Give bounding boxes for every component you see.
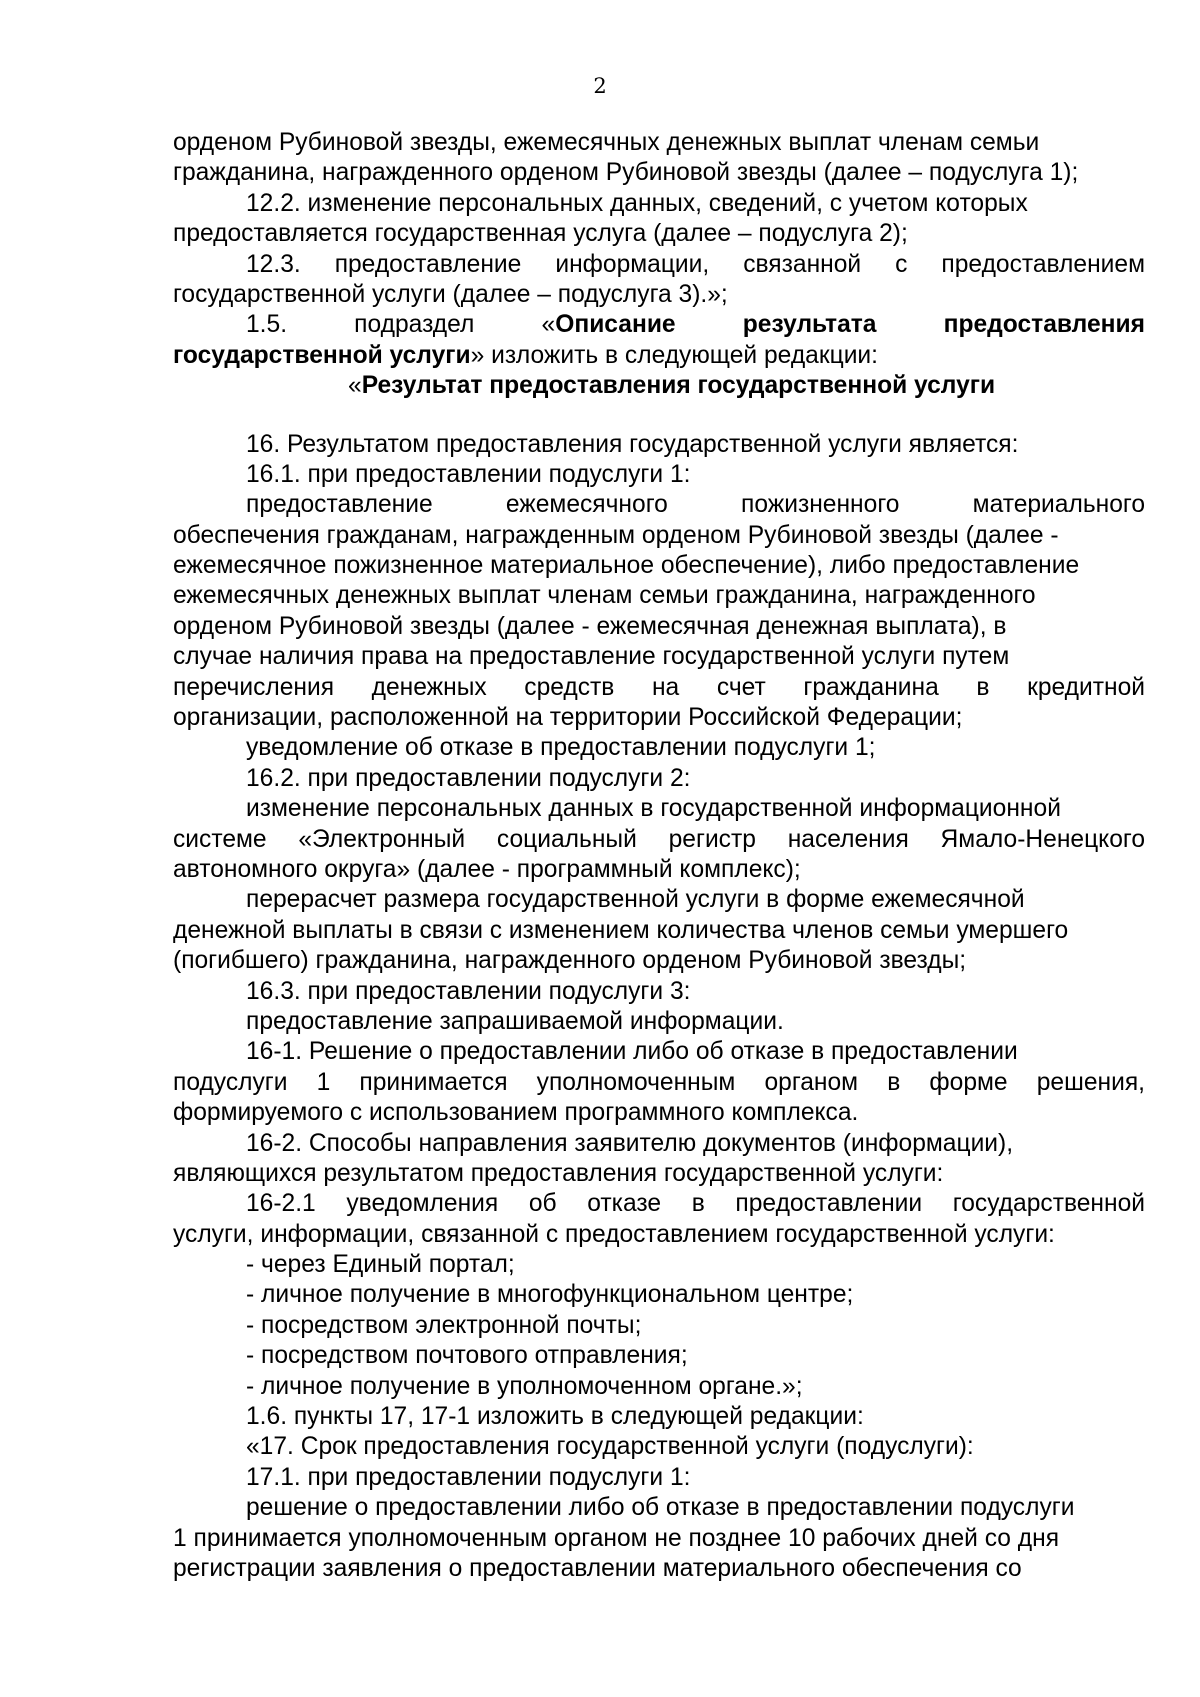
text-line: 16.3. при предоставлении подуслуги 3: xyxy=(246,977,691,1005)
text-line: формируемого с использованием программного комплекса. xyxy=(173,1099,859,1127)
text-line: уведомление об отказе в предоставлении подуслуги 1; xyxy=(246,734,876,762)
text-line: ежемесячных денежных выплат членам семьи гражданина, награжденного xyxy=(173,582,1036,610)
text-line: (погибшего) гражданина, награжденного орденом Рубиновой звезды; xyxy=(173,947,967,975)
text-span: 1.5. подраздел « xyxy=(246,311,556,339)
text-line: государственной услуги (далее – подуслуга 3).»; xyxy=(173,280,728,308)
text-line xyxy=(173,341,1145,371)
document-body xyxy=(173,128,1145,1584)
text-span: « xyxy=(348,372,362,400)
text-line: 16.1. при предоставлении подуслуги 1: xyxy=(246,460,691,488)
text-line: решение о предоставлении либо об отказе в предоставлении подуслуги xyxy=(246,1494,1075,1522)
text-line: перечисления денежных средств на счет гражданина в кредитной xyxy=(173,673,1145,701)
text-line: 16. Результатом предоставления государственной услуги является: xyxy=(246,430,1019,458)
text-line: 16-1. Решение о предоставлении либо об отказе в предоставлении xyxy=(246,1038,1018,1066)
text-line: 16.2. при предоставлении подуслуги 2: xyxy=(246,764,691,792)
text-line: являющихся результатом предоставления государственной услуги: xyxy=(173,1159,944,1187)
list-item: - личное получение в многофункциональном центре; xyxy=(246,1281,854,1309)
text-line: 12.3. предоставление информации, связанной с предоставлением xyxy=(246,250,1145,278)
text-line: ежемесячное пожизненное материальное обеспечение), либо предоставление xyxy=(173,552,1080,580)
page-number: 2 xyxy=(593,74,607,98)
section-heading xyxy=(173,371,1145,401)
text-line: денежной выплаты в связи с изменением количества членов семьи умершего xyxy=(173,916,1069,944)
text-line: подуслуги 1 принимается уполномоченным органом в форме решения, xyxy=(173,1068,1145,1096)
text-line xyxy=(173,310,1145,340)
text-line: услуги, информации, связанной с предоставлением государственной услуги: xyxy=(173,1220,1055,1248)
text-line: 16-2.1 уведомления об отказе в предоставлении государственной xyxy=(246,1190,1145,1218)
text-line: изменение персональных данных в государственной информационной xyxy=(246,795,1061,823)
text-line: организации, расположенной на территории Российской Федерации; xyxy=(173,704,963,732)
text-line: орденом Рубиновой звезды, ежемесячных денежных выплат членам семьи xyxy=(173,129,1040,156)
blank-line xyxy=(173,402,1145,430)
text-line: предоставление ежемесячного пожизненного материального xyxy=(246,491,1145,519)
text-line: «17. Срок предоставления государственной услуги (подуслуги): xyxy=(246,1433,974,1461)
text-line: 1.6. пункты 17, 17-1 изложить в следующей редакции: xyxy=(246,1403,864,1431)
text-line: регистрации заявления о предоставлении материального обеспечения со xyxy=(173,1554,1022,1582)
text-line: системе «Электронный социальный регистр населения Ямало-Ненецкого xyxy=(173,825,1145,853)
list-item: - посредством почтового отправления; xyxy=(246,1342,688,1370)
text-line: 16-2. Способы направления заявителю документов (информации), xyxy=(246,1129,1014,1157)
list-item: - через Единый портал; xyxy=(246,1251,515,1279)
text-line: автономного округа» (далее - программный комплекс); xyxy=(173,855,801,883)
text-line: предоставляется государственная услуга (далее – подуслуга 2); xyxy=(173,220,908,248)
text-line: случае наличия права на предоставление государственной услуги путем xyxy=(173,643,1010,671)
text-span: » изложить в следующей редакции: xyxy=(470,341,878,369)
text-line: 17.1. при предоставлении подуслуги 1: xyxy=(246,1463,691,1491)
text-line: орденом Рубиновой звезды (далее - ежемесячная денежная выплата), в xyxy=(173,612,1007,640)
list-item: - личное получение в уполномоченном органе.»; xyxy=(246,1372,803,1400)
text-line: гражданина, награжденного орденом Рубиновой звезды (далее – подуслуга 1); xyxy=(173,159,1079,187)
list-item: - посредством электронной почты; xyxy=(246,1311,642,1339)
bold-text: Результат предоставления государственной услуги xyxy=(361,372,996,400)
text-line: перерасчет размера государственной услуги в форме ежемесячной xyxy=(246,886,1025,914)
text-line: 12.2. изменение персональных данных, сведений, с учетом которых xyxy=(246,189,1028,217)
text-line: 1 принимается уполномоченным органом не позднее 10 рабочих дней со дня xyxy=(173,1524,1060,1552)
bold-text: Описание результата предоставления xyxy=(555,311,1145,339)
bold-text: государственной услуги xyxy=(173,341,471,369)
text-line: предоставление запрашиваемой информации. xyxy=(246,1007,784,1035)
text-line: обеспечения гражданам, награжденным орденом Рубиновой звезды (далее - xyxy=(173,521,1059,549)
